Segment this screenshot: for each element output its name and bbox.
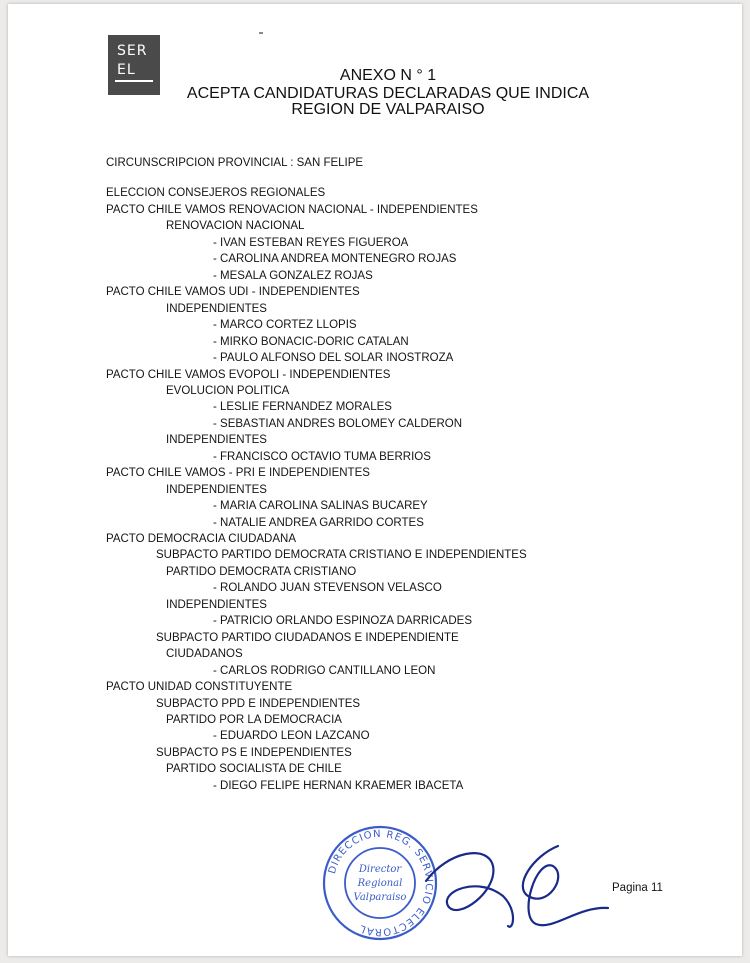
candidate-line: - CARLOS RODRIGO CANTILLANO LEON xyxy=(213,665,436,677)
party-line: PARTIDO POR LA DEMOCRACIA xyxy=(166,714,342,726)
party-line: PARTIDO DEMOCRATA CRISTIANO xyxy=(166,566,357,578)
subpact-line: SUBPACTO PARTIDO CIUDADANOS E INDEPENDIENTE xyxy=(156,632,459,644)
candidate-line: - MARCO CORTEZ LLOPIS xyxy=(213,319,357,331)
candidate-line: - LESLIE FERNANDEZ MORALES xyxy=(213,401,392,413)
logo-line-2: EL xyxy=(117,62,136,78)
circunscripcion-line: CIRCUNSCRIPCION PROVINCIAL : SAN FELIPE xyxy=(106,157,364,169)
party-line: EVOLUCION POLITICA xyxy=(166,385,290,397)
annex-subtitle: ACEPTA CANDIDATURAS DECLARADAS QUE INDICA xyxy=(186,85,590,102)
logo-bar xyxy=(115,80,153,82)
logo-line-1: SER xyxy=(117,43,148,59)
candidate-line: - DIEGO FELIPE HERNAN KRAEMER IBACETA xyxy=(213,780,464,792)
election-line: ELECCION CONSEJEROS REGIONALES xyxy=(106,187,326,199)
candidate-line: - IVAN ESTEBAN REYES FIGUEROA xyxy=(213,237,409,249)
pact-line: PACTO CHILE VAMOS EVOPOLI - INDEPENDIENTES xyxy=(106,369,391,381)
document-page xyxy=(8,4,742,956)
page-number: Pagina 11 xyxy=(612,882,663,894)
subpact-line: SUBPACTO PPD E INDEPENDIENTES xyxy=(156,698,361,710)
servel-logo xyxy=(108,35,160,95)
party-line: INDEPENDIENTES xyxy=(166,303,267,315)
candidate-line: - CAROLINA ANDREA MONTENEGRO ROJAS xyxy=(213,253,457,265)
candidate-line: - ROLANDO JUAN STEVENSON VELASCO xyxy=(213,582,442,594)
stamp-center-line-3: Valparaiso xyxy=(353,892,407,903)
stamp-center-line-1: Director xyxy=(358,864,402,875)
party-line: INDEPENDIENTES xyxy=(166,484,267,496)
candidate-line: - MESALA GONZALEZ ROJAS xyxy=(213,270,373,282)
candidate-line: - SEBASTIAN ANDRES BOLOMEY CALDERON xyxy=(213,418,463,430)
subpact-line: SUBPACTO PARTIDO DEMOCRATA CRISTIANO E INDEPENDIENTES xyxy=(156,549,527,561)
signature-stroke-1 xyxy=(426,853,513,927)
subpact-line: SUBPACTO PS E INDEPENDIENTES xyxy=(156,747,352,759)
pact-line: PACTO CHILE VAMOS RENOVACION NACIONAL - INDEPENDIENTES xyxy=(106,204,478,216)
pact-line: PACTO UNIDAD CONSTITUYENTE xyxy=(106,681,293,693)
pact-line: PACTO CHILE VAMOS - PRI E INDEPENDIENTES xyxy=(106,467,370,479)
signature-stroke-2 xyxy=(523,846,608,925)
handwritten-signature xyxy=(418,836,613,936)
scan-speck xyxy=(259,32,263,34)
party-line: INDEPENDIENTES xyxy=(166,434,267,446)
candidate-line: - MIRKO BONACIC-DORIC CATALAN xyxy=(213,336,409,348)
candidate-line: - PATRICIO ORLANDO ESPINOZA DARRICADES xyxy=(213,615,473,627)
candidate-line: - PAULO ALFONSO DEL SOLAR INOSTROZA xyxy=(213,352,454,364)
annex-title: ANEXO N ° 1 xyxy=(339,67,437,84)
party-line: INDEPENDIENTES xyxy=(166,599,267,611)
candidate-line: - EDUARDO LEON LAZCANO xyxy=(213,730,370,742)
party-line: RENOVACION NACIONAL xyxy=(166,220,305,232)
pact-line: PACTO CHILE VAMOS UDI - INDEPENDIENTES xyxy=(106,286,360,298)
candidate-line: - MARIA CAROLINA SALINAS BUCAREY xyxy=(213,500,428,512)
region-title: REGION DE VALPARAISO xyxy=(291,101,485,118)
party-line: CIUDADANOS xyxy=(166,648,243,660)
stamp-ring-text: DIRECCION REG. SERVICIO ELECTORAL xyxy=(326,828,435,938)
candidate-line: - FRANCISCO OCTAVIO TUMA BERRIOS xyxy=(213,451,431,463)
stamp-center-line-2: Regional xyxy=(357,878,403,889)
pact-line: PACTO DEMOCRACIA CIUDADANA xyxy=(106,533,296,545)
party-line: PARTIDO SOCIALISTA DE CHILE xyxy=(166,763,342,775)
candidate-line: - NATALIE ANDREA GARRIDO CORTES xyxy=(213,517,424,529)
